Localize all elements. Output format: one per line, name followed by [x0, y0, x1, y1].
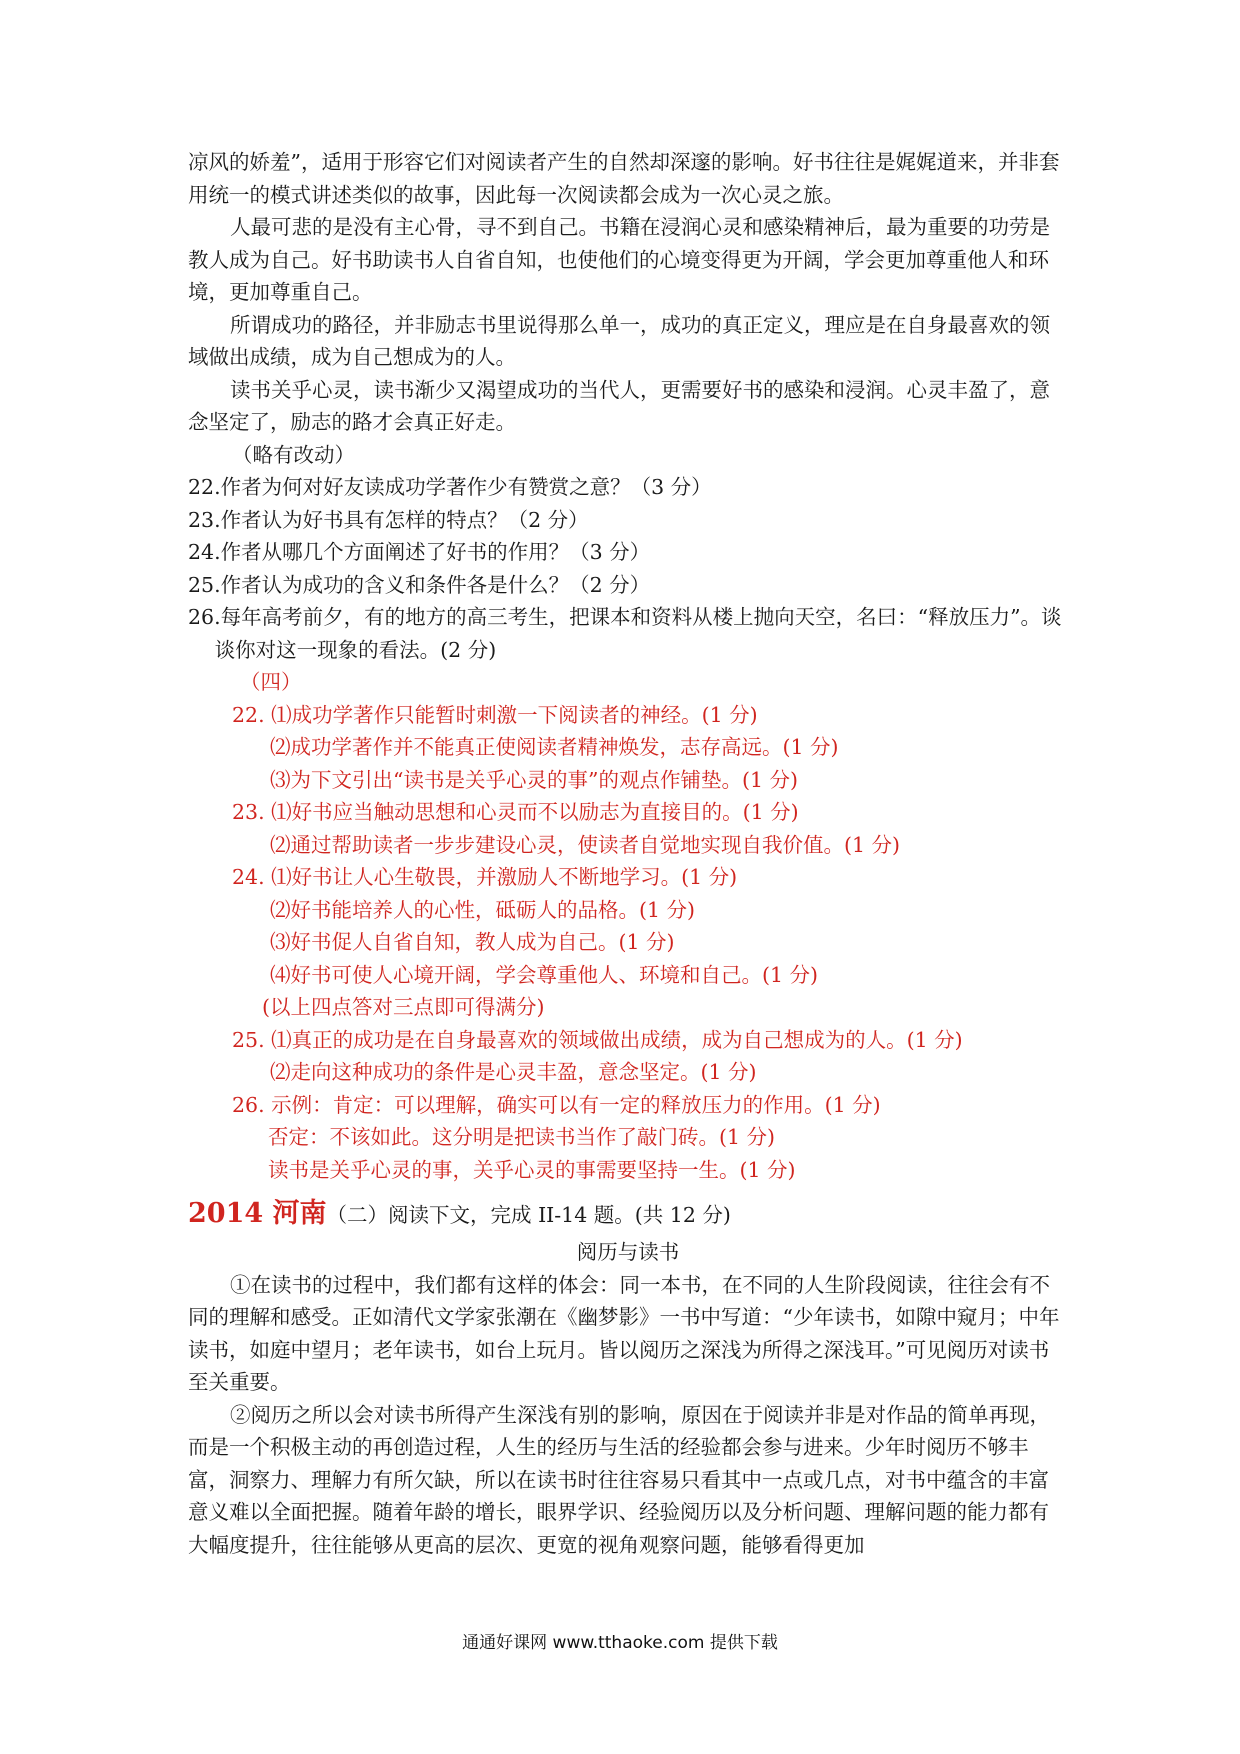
section-heading — [188, 1192, 1068, 1236]
answer-22-line-3: ⑶为下文引出“读书是关乎心灵的事”的观点作铺垫。(1 分) — [270, 767, 799, 792]
question-25: 25.作者认为成功的含义和条件各是什么？（2 分） — [188, 572, 651, 597]
answer-26-line-2: 否定：不该如此。这分明是把读书当作了敲门砖。(1 分) — [268, 1125, 776, 1149]
page-content — [188, 146, 1068, 1561]
adaptation-note: （略有改动） — [232, 442, 355, 467]
answer-section-label: （四） — [240, 670, 302, 694]
answer-24-line-3: ⑶好书促人自省自知，教人成为自己。(1 分) — [270, 930, 675, 954]
answer-24-line-4: ⑷好书可使人心境开阔，学会尊重他人、环境和自己。(1 分) — [270, 962, 819, 987]
continuation-paragraph-3: 所谓成功的路径，并非励志书里说得那么单一，成功的真正定义，理应是在自身最喜欢的领域做出成绩，成为自己想成为的人。 — [188, 312, 1051, 369]
answer-23-line-1: 23. ⑴好书应当触动思想和心灵而不以励志为直接目的。(1 分) — [232, 800, 799, 824]
answer-23-line-2: ⑵通过帮助读者一步步建设心灵，使读者自觉地实现自我价值。(1 分) — [270, 832, 901, 857]
answer-24-line-1: 24. ⑴好书让人心生敬畏，并激励人不断地学习。(1 分) — [232, 865, 738, 889]
answer-26-line-3: 读书是关乎心灵的事，关乎心灵的事需要坚持一生。(1 分) — [268, 1157, 796, 1182]
continuation-paragraph-2: 人最可悲的是没有主心骨，寻不到自己。书籍在浸润心灵和感染精神后，最为重要的功劳是教人成为自己。好书助读书人自省自知，也使他们的心境变得更为开阔，学会更加尊重他人和环境，更加尊重自己。 — [188, 215, 1051, 304]
question-24: 24.作者从哪几个方面阐述了好书的作用？（3 分） — [188, 540, 651, 564]
answer-25-line-1: 25. ⑴真正的成功是在自身最喜欢的领域做出成绩，成为自己想成为的人。(1 分) — [232, 1027, 963, 1052]
question-23: 23.作者认为好书具有怎样的特点？（2 分） — [188, 507, 589, 532]
answer-key — [188, 666, 1068, 1186]
answer-22-line-1: 22. ⑴成功学著作只能暂时刺激一下阅读者的神经。(1 分) — [232, 702, 758, 727]
question-22: 22.作者为何对好友读成功学著作少有赞赏之意？（3 分） — [188, 475, 712, 499]
article-paragraph-2: ②阅历之所以会对读书所得产生深浅有别的影响，原因在于阅读并非是对作品的简单再现，而是一个积极主动的再创造过程，人生的经历与生活的经验都会参与进来。少年时阅历不够丰富，洞察力、理解力有所欠缺，所以在读书时往往容易只看其中一点或几点，对书中蕴含的丰富意义难以全面把握。随着年龄的增长，眼界学识、经验阅历以及分析问题、理解问题的能力都有大幅度提升，往往能够从更高的层次、更宽的视角观察问题，能够看得更加 — [188, 1402, 1051, 1557]
article-title: 阅历与读书 — [576, 1240, 680, 1264]
answer-26-line-1: 26. 示例：肯定：可以理解，确实可以有一定的释放压力的作用。(1 分) — [232, 1092, 881, 1117]
answer-25-line-2: ⑵走向这种成功的条件是心灵丰盈，意念坚定。(1 分) — [270, 1060, 757, 1084]
question-26: 26.每年高考前夕，有的地方的高三考生，把课本和资料从楼上抛向天空，名曰：“释放压力”。谈谈你对这一现象的看法。(2 分) — [188, 605, 1062, 662]
heading-year-region: 2014 河南 — [188, 1198, 327, 1229]
answer-24-note: (以上四点答对三点即可得满分) — [262, 995, 545, 1019]
continuation-paragraph-1: 凉风的娇羞”，适用于形容它们对阅读者产生的自然却深邃的影响。好书往往是娓娓道来，并非套用统一的模式讲述类似的故事，因此每一次阅读都会成为一次心灵之旅。 — [188, 150, 1060, 207]
answer-22-line-2: ⑵成功学著作并不能真正使阅读者精神焕发，志存高远。(1 分) — [270, 735, 839, 759]
continuation-paragraph-4: 读书关乎心灵，读书渐少又渴望成功的当代人，更需要好书的感染和浸润。心灵丰盈了，意念坚定了，励志的路才会真正好走。 — [188, 377, 1051, 434]
article-paragraph-1: ①在读书的过程中，我们都有这样的体会：同一本书，在不同的人生阶段阅读，往往会有不同的理解和感受。正如清代文学家张潮在《幽梦影》一书中写道：“少年读书，如隙中窥月；中年读书，如庭中望月；老年读书，如台上玩月。皆以阅历之深浅为所得之深浅耳。”可见阅历对读书至关重要。 — [188, 1272, 1060, 1394]
answer-24-line-2: ⑵好书能培养人的心性，砥砺人的品格。(1 分) — [270, 897, 696, 922]
heading-instruction: （二）阅读下文，完成 II-14 题。(共 12 分) — [326, 1203, 731, 1227]
page-footer: 通通好课网 www.tthaoke.com 提供下载 — [462, 1633, 778, 1653]
